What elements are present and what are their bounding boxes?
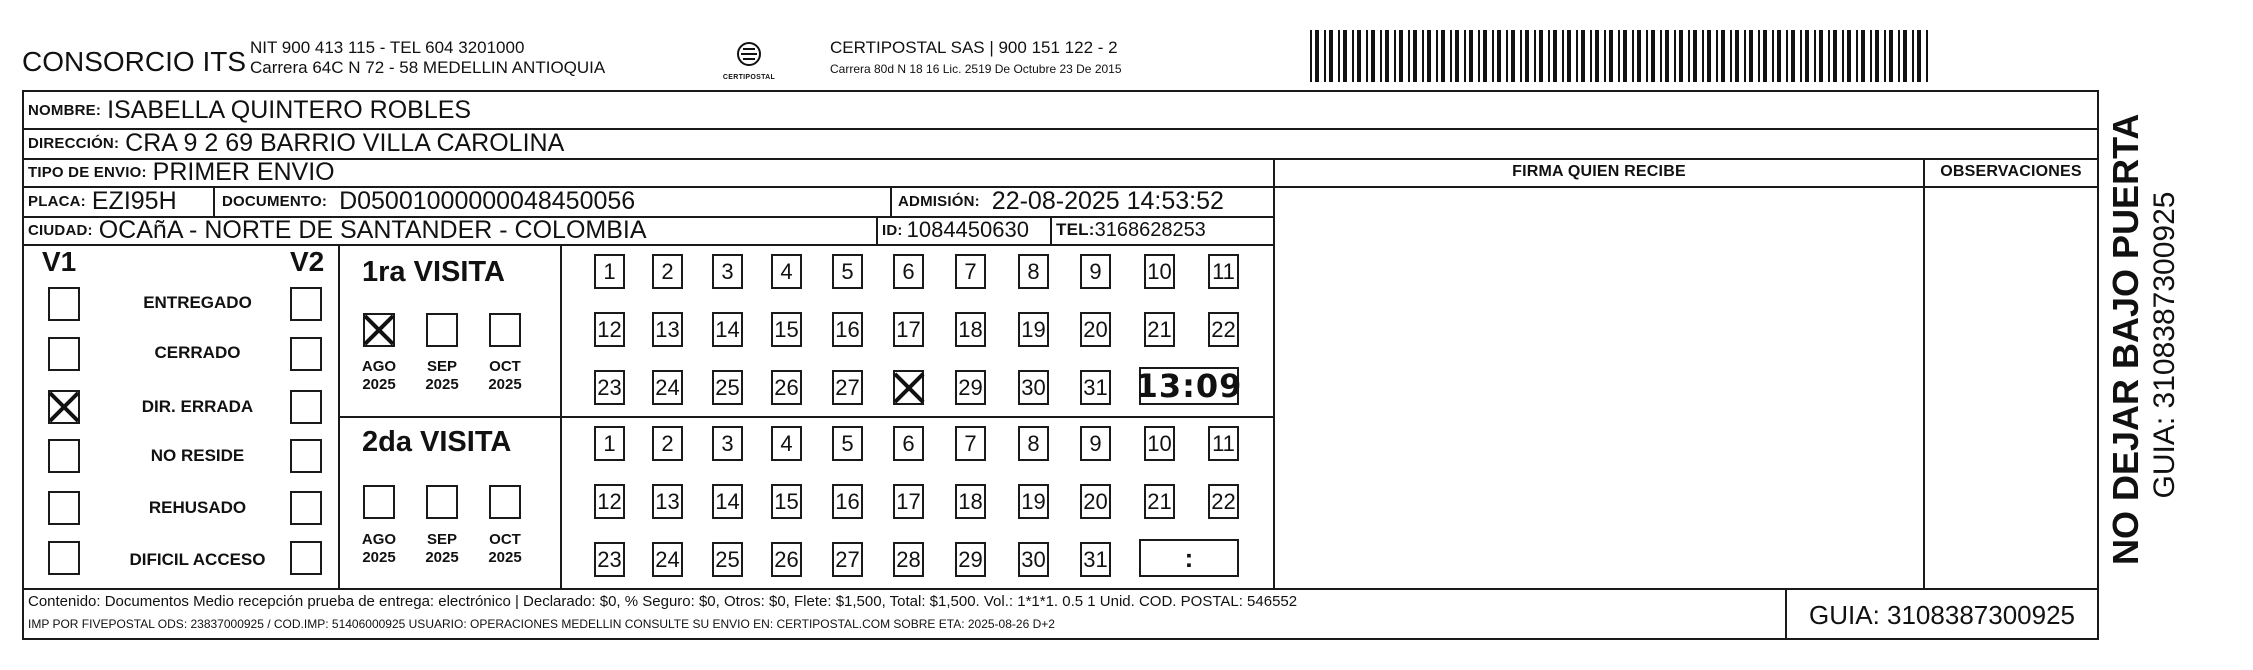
visit-2-day-10[interactable] (1144, 426, 1175, 461)
visit-1-day-6[interactable] (893, 254, 924, 289)
carrier-address: Carrera 80d N 18 16 Lic. 2519 De Octubre 23 De 2015 (830, 62, 1122, 76)
v1-no-reside-checkbox[interactable] (48, 439, 80, 473)
visit-1-day-19[interactable] (1018, 312, 1049, 347)
visit-1-day-24-label: 24 (655, 374, 680, 400)
tel-label: TEL: (1056, 220, 1095, 239)
id-value: 1084450630 (906, 217, 1029, 242)
visit-2-day-28[interactable] (893, 542, 924, 577)
visit-1-day-18[interactable] (955, 312, 986, 347)
ciudad-value: OCAñA - NORTE DE SANTANDER - COLOMBIA (98, 215, 647, 244)
v1-entregado-checkbox[interactable] (48, 287, 80, 321)
visit-1-day-18-label: 18 (958, 316, 983, 342)
visit-1-day-16[interactable] (832, 312, 863, 347)
firma-header: FIRMA QUIEN RECIBE (1512, 163, 1686, 180)
visit-1-day-11-label: 11 (1212, 258, 1235, 284)
visit-1-day-28[interactable] (893, 370, 924, 405)
visit-1-day-27[interactable] (832, 370, 863, 405)
status-label-cerrado: CERRADO (154, 343, 241, 362)
visit-2-day-7-label: 7 (964, 430, 977, 456)
visit-2-month-ago-year: 2025 (362, 549, 396, 566)
visit-2-day-19[interactable] (1018, 484, 1049, 519)
v2-rehusado-checkbox[interactable] (290, 491, 322, 525)
visit-1-month-oct-year: 2025 (488, 376, 522, 393)
visit-2-day-28-label: 28 (896, 546, 921, 572)
visit-1-month-sep-name: SEP (426, 358, 457, 375)
visit-1-day-15-label: 15 (774, 316, 799, 342)
direccion-row (28, 128, 564, 158)
footer-imp: IMP POR FIVEPOSTAL ODS: 23837000925 / COD.IMP: 51406000925 USUARIO: OPERACIONES MEDELLIN CONSULTE SU ENVIO EN: CERTIPOSTAL.COM SOBRE ETA: 2025-08-26 D+2 (28, 617, 1055, 631)
visit-2-day-2-label: 2 (661, 430, 674, 456)
visit-1-day-8-label: 8 (1027, 258, 1040, 284)
visit-1-day-20-label: 20 (1083, 316, 1108, 342)
ciudad-cell (28, 216, 647, 244)
visit-2-day-29-label: 29 (958, 546, 983, 572)
v2-entregado-checkbox[interactable] (290, 287, 322, 321)
visit-1-day-19-label: 19 (1021, 316, 1046, 342)
visit-2-month-sep-label (417, 531, 467, 567)
visit-2-day-29[interactable] (955, 542, 986, 577)
v1-dificil-acceso-checkbox[interactable] (48, 541, 80, 575)
visit-2-day-8-label: 8 (1027, 430, 1040, 456)
visit-2-day-17[interactable] (893, 484, 924, 519)
v2-no-reside-checkbox[interactable] (290, 439, 322, 473)
visit-2-day-9[interactable] (1080, 426, 1111, 461)
id-label: ID: (882, 221, 903, 239)
side-warning: NO DEJAR BAJO PUERTA (2105, 113, 2146, 565)
side-text (2105, 113, 2225, 565)
visit-2-day-21-label: 21 (1147, 488, 1172, 514)
visit-1-day-30-label: 30 (1021, 374, 1046, 400)
visit-2-day-30-label: 30 (1021, 546, 1046, 572)
ciudad-label: CIUDAD: (28, 221, 93, 239)
visit-2-day-4-label: 4 (780, 430, 793, 456)
visit-1-day-13-label: 13 (655, 316, 680, 342)
company-address: Carrera 64C N 72 - 58 MEDELLIN ANTIOQUIA (250, 58, 606, 77)
status-label-rehusado: REHUSADO (148, 498, 247, 517)
admision-value: 22-08-2025 14:53:52 (991, 186, 1224, 215)
visit-2-month-sep-year: 2025 (425, 549, 459, 566)
visit-2-time-slot[interactable] (1139, 539, 1239, 577)
visit-2-day-31-label: 31 (1083, 546, 1108, 572)
tipo-envio-label: TIPO DE ENVIO: (28, 163, 147, 181)
visit-1-day-25[interactable] (712, 370, 743, 405)
visit-1-month-ago-year: 2025 (362, 376, 396, 393)
visit-2-title: 2da VISITA (362, 426, 512, 458)
visit-1-day-2-label: 2 (661, 258, 674, 284)
tel-value: 3168628253 (1094, 218, 1206, 241)
v2-dificil-acceso-checkbox[interactable] (290, 541, 322, 575)
visit-1-day-1-label: 1 (603, 258, 616, 284)
footer-guia: GUIA: 3108387300925 (1809, 600, 2075, 630)
visit-2-month-sep-checkbox[interactable] (426, 485, 458, 519)
documento-value: D05001000000048450056 (339, 186, 636, 215)
visit-2-day-16-label: 16 (835, 488, 860, 514)
visit-2-day-24[interactable] (652, 542, 683, 577)
visit-1-day-22-label: 22 (1211, 316, 1236, 342)
visit-2-day-3-label: 3 (721, 430, 734, 456)
visit-2-day-23[interactable] (594, 542, 625, 577)
visit-1-day-13[interactable] (652, 312, 683, 347)
visit-1-day-16-label: 16 (835, 316, 860, 342)
visit-2-day-12-label: 12 (597, 488, 622, 514)
visit-2-day-1-label: 1 (603, 430, 616, 456)
v2-label: V2 (290, 246, 325, 277)
visit-1-month-ago-name: AGO (361, 358, 397, 375)
tipo-envio-value: PRIMER ENVIO (152, 157, 335, 186)
visit-1-day-26-label: 26 (774, 374, 799, 400)
logo-text: CERTIPOSTAL (722, 74, 776, 81)
visit-2-month-oct-label (480, 531, 530, 567)
visit-1-day-17[interactable] (893, 312, 924, 347)
visit-2-day-15-label: 15 (774, 488, 799, 514)
visit-2-day-25-label: 25 (715, 546, 740, 572)
visit-1-day-24[interactable] (652, 370, 683, 405)
visit-2-day-31[interactable] (1080, 542, 1111, 577)
visit-1-day-31-label: 31 (1083, 374, 1108, 400)
visit-1-day-12-label: 12 (597, 316, 622, 342)
visit-2-day-9-label: 9 (1089, 430, 1102, 456)
nombre-label: NOMBRE: (28, 101, 102, 119)
visit-2-day-12[interactable] (594, 484, 625, 519)
visit-2-day-14-label: 14 (715, 488, 740, 514)
visit-2-day-5-label: 5 (841, 430, 854, 456)
visit-2-day-14[interactable] (712, 484, 743, 519)
id-cell (882, 216, 1029, 244)
visit-2-day-17-label: 17 (896, 488, 921, 514)
admision-label: ADMISIÓN: (898, 192, 980, 210)
visit-1-day-22[interactable] (1208, 312, 1239, 347)
visit-2-month-ago-checkbox[interactable] (363, 485, 395, 519)
visit-2-day-18[interactable] (955, 484, 986, 519)
visit-2-day-13-label: 13 (655, 488, 680, 514)
v1-cerrado-checkbox[interactable] (48, 337, 80, 371)
side-guia: GUIA: 3108387300925 (2148, 191, 2181, 499)
visit-2-day-18-label: 18 (958, 488, 983, 514)
visit-2-day-13[interactable] (652, 484, 683, 519)
visit-2-day-27-label: 27 (835, 546, 860, 572)
tel-cell (1056, 216, 1206, 244)
v1-rehusado-checkbox[interactable] (48, 491, 80, 525)
v1-dir-errada-checkbox[interactable] (48, 390, 80, 424)
visit-1-day-23-label: 23 (597, 374, 622, 400)
visit-1-day-7-label: 7 (964, 258, 977, 284)
visit-1-day-1[interactable] (594, 254, 625, 289)
visit-1-day-5[interactable] (832, 254, 863, 289)
barcode (1310, 30, 1935, 82)
visit-1-title: 1ra VISITA (362, 256, 505, 288)
visit-2-day-6[interactable] (893, 426, 924, 461)
direccion-value: CRA 9 2 69 BARRIO VILLA CAROLINA (125, 128, 565, 157)
visit-2-month-oct-name: OCT (489, 531, 521, 548)
visit-2-day-11-label: 11 (1212, 430, 1235, 456)
visit-1-day-9[interactable] (1080, 254, 1111, 289)
v2-dir-errada-checkbox[interactable] (290, 390, 322, 424)
tipo-envio-row (28, 158, 335, 186)
visit-2-time-value: : (1184, 542, 1194, 573)
visit-1-month-ago-checkbox[interactable] (363, 313, 395, 347)
visit-2-day-11[interactable] (1208, 426, 1239, 461)
visit-2-day-26-label: 26 (774, 546, 799, 572)
direccion-label: DIRECCIÓN: (28, 134, 120, 152)
visit-2-month-ago-label (354, 531, 404, 567)
visit-2-day-8[interactable] (1018, 426, 1049, 461)
visit-2-day-15[interactable] (771, 484, 802, 519)
visit-1-time-value: 13:09 (1135, 367, 1243, 405)
carrier-name: CERTIPOSTAL SAS | 900 151 122 - 2 (830, 38, 1118, 57)
visit-1-month-sep-year: 2025 (425, 376, 459, 393)
visit-2-day-4[interactable] (771, 426, 802, 461)
visit-1-day-10[interactable] (1144, 254, 1175, 289)
visit-2-day-23-label: 23 (597, 546, 622, 572)
visit-2-day-16[interactable] (832, 484, 863, 519)
placa-value: EZI95H (91, 186, 177, 215)
visit-2-month-oct-checkbox[interactable] (489, 485, 521, 519)
visit-2-month-sep-name: SEP (426, 531, 457, 548)
observaciones-header: OBSERVACIONES (1940, 163, 2082, 180)
visit-1-day-10-label: 10 (1147, 258, 1172, 284)
visit-1-day-29-label: 29 (958, 374, 983, 400)
status-label-entregado: ENTREGADO (143, 293, 252, 312)
visit-1-day-11[interactable] (1208, 254, 1239, 289)
visit-1-day-21-label: 21 (1147, 316, 1172, 342)
visit-1-day-26[interactable] (771, 370, 802, 405)
documento-cell (222, 186, 635, 216)
visit-1-day-15[interactable] (771, 312, 802, 347)
v2-cerrado-checkbox[interactable] (290, 337, 322, 371)
visit-1-day-31[interactable] (1080, 370, 1111, 405)
visit-2-day-24-label: 24 (655, 546, 680, 572)
visit-1-time-slot[interactable] (1135, 367, 1243, 405)
visit-1-day-3[interactable] (712, 254, 743, 289)
visit-2-day-2[interactable] (652, 426, 683, 461)
visit-1-month-oct-name: OCT (489, 358, 521, 375)
visit-1-day-27-label: 27 (835, 374, 860, 400)
visit-1-day-29[interactable] (955, 370, 986, 405)
nombre-value: ISABELLA QUINTERO ROBLES (107, 95, 472, 124)
visit-2-day-3[interactable] (712, 426, 743, 461)
visit-1-day-9-label: 9 (1089, 258, 1102, 284)
visit-1-day-17-label: 17 (896, 316, 921, 342)
visit-2-month-oct-year: 2025 (488, 549, 522, 566)
visit-1-day-12[interactable] (594, 312, 625, 347)
visit-1-day-7[interactable] (955, 254, 986, 289)
visit-1-day-23[interactable] (594, 370, 625, 405)
nombre-row (28, 94, 471, 126)
visit-2-day-20[interactable] (1080, 484, 1111, 519)
footer-contenido: Contenido: Documentos Medio recepción prueba de entrega: electrónico | Declarado: $0, % Seguro: $0, Otros: $0, Flete: $1,500, Total: $1,500. Vol.: 1*1*1. 0.5 1 Unid. COD. POSTAL: 546552 (28, 593, 1298, 610)
visit-1-month-ago-label (354, 358, 404, 394)
visit-1-day-6-label: 6 (902, 258, 915, 284)
visit-2-day-20-label: 20 (1083, 488, 1108, 514)
visit-2-day-22-label: 22 (1211, 488, 1236, 514)
visit-2-day-22[interactable] (1208, 484, 1239, 519)
visit-2-day-7[interactable] (955, 426, 986, 461)
visit-1-day-4-label: 4 (780, 258, 793, 284)
visit-1-month-sep-checkbox[interactable] (426, 313, 458, 347)
visit-1-day-3-label: 3 (721, 258, 734, 284)
admision-cell (898, 186, 1224, 216)
status-label-dir-errada: DIR. ERRADA (141, 397, 254, 416)
visit-1-day-14[interactable] (712, 312, 743, 347)
visit-2-day-5[interactable] (832, 426, 863, 461)
visit-2-day-6-label: 6 (902, 430, 915, 456)
visit-2-day-21[interactable] (1144, 484, 1175, 519)
visit-1-day-25-label: 25 (715, 374, 740, 400)
placa-label: PLACA: (28, 192, 86, 210)
documento-label: DOCUMENTO: (222, 192, 328, 210)
visit-1-day-2[interactable] (652, 254, 683, 289)
visit-2-day-25[interactable] (712, 542, 743, 577)
visit-1-day-4[interactable] (771, 254, 802, 289)
visit-2-day-10-label: 10 (1147, 430, 1172, 456)
visit-2-day-19-label: 19 (1021, 488, 1046, 514)
status-label-no-reside: NO RESIDE (150, 446, 245, 465)
company-name: CONSORCIO ITS (22, 46, 247, 77)
visit-1-month-oct-checkbox[interactable] (489, 313, 521, 347)
visit-1-day-8[interactable] (1018, 254, 1049, 289)
visit-1-day-30[interactable] (1018, 370, 1049, 405)
v1-label: V1 (42, 246, 77, 277)
company-nit: NIT 900 413 115 - TEL 604 3201000 (250, 38, 525, 57)
visit-1-month-sep-label (417, 358, 467, 394)
visit-2-day-30[interactable] (1018, 542, 1049, 577)
status-label-dificil-acceso: DIFICIL ACCESO (129, 550, 266, 569)
placa-cell (28, 186, 177, 216)
visit-1-day-14-label: 14 (715, 316, 740, 342)
visit-1-month-oct-label (480, 358, 530, 394)
visit-1-day-21[interactable] (1144, 312, 1175, 347)
visit-1-day-20[interactable] (1080, 312, 1111, 347)
visit-2-day-1[interactable] (594, 426, 625, 461)
visit-2-month-ago-name: AGO (361, 531, 397, 548)
visit-1-day-5-label: 5 (841, 258, 854, 284)
visit-2-day-27[interactable] (832, 542, 863, 577)
visit-2-day-26[interactable] (771, 542, 802, 577)
